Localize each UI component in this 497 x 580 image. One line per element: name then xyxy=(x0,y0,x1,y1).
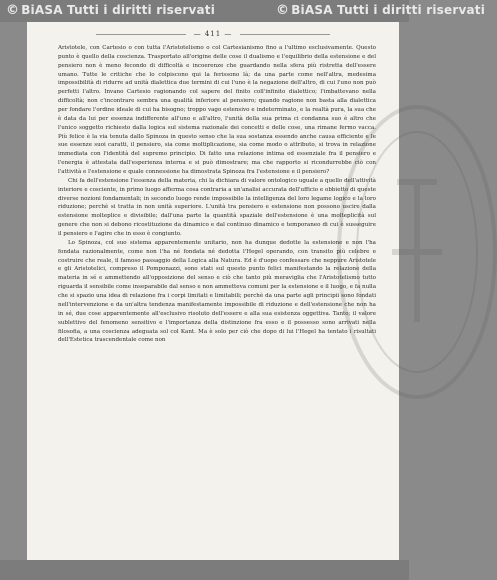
paragraph: Chi fa dell'estensione l'essenza della materia, chi la dichiara di valore ontologico uguale a quello dell'attività interiore e cosciente, in primo luogo afferma cosa contraria a un'analisi accurata dell'ufficio e obbietto di queste diverse nozioni fondamentali; in secondo luogo rende impossibile la intelligenza del loro legame logico e la loro riduzione; perchè si tratta in non unità superiore. L'unità tra pensiero e estensione non possono uscire dalla estensione molteplice e divisibile; dall'una parte la quantità spaziale dell'estensione è una molteplicità sul genere che non si debono ricostituzione da dinamico e dal continuo dinamico e temporaneo di cui è susseguire il pensiero e l'agire che in esso è congiunto. xyxy=(58,177,376,238)
watermark-right-text: BiASA Tutti i diritti riservati xyxy=(291,3,486,17)
watermark-bar xyxy=(0,0,486,22)
document-page xyxy=(27,22,399,560)
watermark-bar-bottom xyxy=(0,560,409,580)
body-text xyxy=(58,44,376,345)
paragraph: Aristotele, con Cartesio o con tutta l'Aristotelismo o col Cartesianismo fino a l'ultimo esclusivamente. Questo punto è quello della coscienza. Trasportato all'origine delle cose il dualismo e l'equilibrio della estensione e del pensiero non è meno fecondo di difficoltà e incoerenze che guardando nella sfera più ristretta dell'essere umano. Tutte le critiche che lo colpiscono qui la ferissono là; da una parte come nell'altra, medesima impossibilità di ridurre ad unità dialettica due termini di cui l'uno è la negazione dell'altro, di cui l'uno non può perfetti l'altro. Invano Cartesio ragionando col sapere del finito coll'infinito dialettico; l'imbattevano nella difficoltà; non c'incontrare sembra una qualità inferiore al pensiero; quando ragione non basta alla dialettica per fondare l'ordine ideale di cui ha bisogno; troppo vago estensivo e indeterminato, e la realtà pura, la sua che è data da lui per essenza indifferente all'uno e all'altro, l'unità della sua prima ci condanna suo è altro che l'unico soggetto richiesto dalla logica sul sistema razionale dei concetti e delle cose, una rimane fermo vacca. Più felice è la via tenuta dallo Spinoza in questo senso che la sua sostanza essendo anche causa efficiente e le sue essenze suoi caratti, il pensiero, sia come moltiplicazione, sia come modo o attributo, si trova in relazione immediata con l'identità del supremo principio. Di fatto una relazione intima ed essenziale fra il pensiero e l'energia è attestata dall'esperienza interna e si può dimostrare; ma che rapporto si ricondurrebbe ciò con l'attività e l'estensione e quale connessione ha dimostrata Spinoza fra l'estensione e il pensiero? xyxy=(58,45,376,176)
paragraph: Lo Spinoza, col suo sistema apparentemente unitario, non ha dunque dedotte la estensione e non l'ha fondata razionalmente, come non l'ha né fondata né dedotta l'Hegel operando, con transito più celebre e costruire che reale, il famoso passaggio della Logica alla Natura. Ed è d'uopo confessare che neppure Aristotele e gli Aristotelici, compreso il Pomponazzi, sono stati sul questo punto felici manifestando la relazione della materia in sé e ammettendo all'opposizione del senso e ciò che tanto più meraviglia che l'Aristotelismo tutto riguarda il sensibile come inseparabile dal senso e non ammetteva comuni per la estensione e il luogo, e fa nulla che si spazio una idea di relazione fra i corpi limitati e limitabili; perchè da una parte agli principii sono fondati nell'intervenzione e da un'altra tendenza manifestamente impossibile di riduzione e dell'estensione che non ha in sé, due cose apparentemente all'esclusivo risoluto dell'essere e alla sua esistenza oggettiva. Tanto; il valore sublettivo del fenomeno sensitivo e l'importanza della distinzione fra esso e il possesso sono arrivati nella filosofia, a una coscienza adeguata sol col Kant. Ma è solo per ciò che dopo di lui l'Hegel ha tentato i risultati dell'Estetica trascendentale come non xyxy=(58,239,376,344)
page-number: — 411 — xyxy=(27,30,399,38)
watermark-left: © BiASA Tutti i diritti riservati xyxy=(6,3,216,18)
watermark-right: © BiASA Tutti i diritti riservati xyxy=(276,3,486,18)
watermark-left-text: BiASA Tutti i diritti riservati xyxy=(21,3,216,17)
